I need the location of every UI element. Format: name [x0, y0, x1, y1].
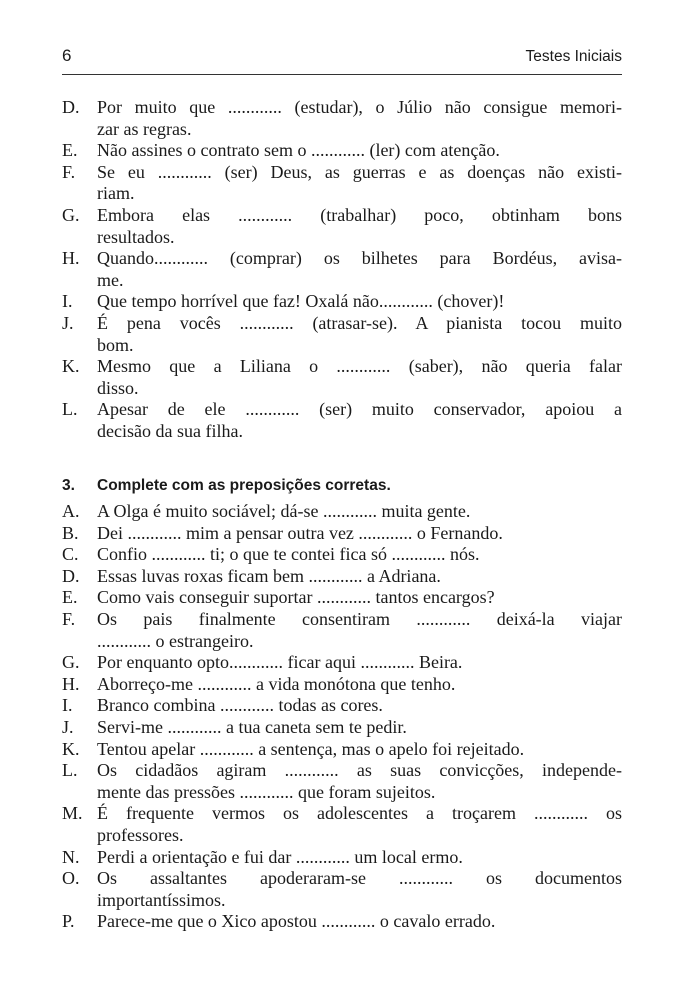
item-text — [97, 760, 622, 803]
item-line: Por muito que ............ (estudar), o Júlio não consigue memori- — [97, 97, 622, 117]
page-number: 6 — [62, 46, 72, 65]
item-line: mente das pressões ............ que foram sujeitos. — [97, 781, 436, 802]
exercise-item — [62, 566, 622, 588]
exercise-item — [62, 501, 622, 523]
item-line: Essas luvas roxas ficam bem ............ a Adriana. — [97, 565, 441, 586]
item-line: Que tempo horrível que faz! Oxalá não............ (chover)! — [97, 291, 505, 312]
item-line: Apesar de ele ............ (ser) muito conservador, apoiou a — [97, 399, 622, 420]
running-title: Testes Iniciais — [525, 48, 622, 65]
exercise-item — [62, 868, 622, 911]
item-letter: P. — [62, 911, 75, 932]
item-text — [97, 501, 622, 523]
item-text — [97, 911, 622, 933]
item-letter: J. — [62, 716, 74, 737]
exercise-item — [62, 609, 622, 652]
item-text — [97, 544, 622, 566]
item-line: Se eu ............ (ser) Deus, as guerras e as doenças não existi- — [97, 161, 622, 182]
item-line: É pena vocês ............ (atrasar-se). A pianista tocou muito — [97, 312, 622, 333]
exercise-item — [62, 587, 622, 609]
item-letter: B. — [62, 522, 79, 543]
item-text — [97, 717, 622, 739]
item-letter: H. — [62, 673, 80, 694]
item-letter: F. — [62, 608, 76, 629]
exercise-item — [62, 162, 622, 205]
item-text — [97, 162, 622, 205]
item-line: Por enquanto opto............ ficar aqui ............ Beira. — [97, 652, 463, 673]
item-letter: E. — [62, 140, 78, 161]
item-letter: E. — [62, 587, 78, 608]
item-line: Parece-me que o Xico apostou ............ o cavalo errado. — [97, 911, 496, 932]
item-text — [97, 523, 622, 545]
item-letter: I. — [62, 695, 73, 716]
item-text — [97, 97, 622, 140]
item-text — [97, 652, 622, 674]
item-text — [97, 399, 622, 442]
exercise-item — [62, 523, 622, 545]
exercise-item — [62, 911, 622, 933]
exercise-item — [62, 399, 622, 442]
item-letter: L. — [62, 399, 78, 420]
item-line: Tentou apelar ............ a sentença, mas o apelo foi rejeitado. — [97, 738, 525, 759]
item-text — [97, 868, 622, 911]
section-number: 3. — [62, 477, 75, 494]
exercise-item — [62, 140, 622, 162]
item-text — [97, 847, 622, 869]
item-letter: H. — [62, 248, 80, 269]
item-line: disso. — [97, 377, 139, 398]
item-letter: G. — [62, 652, 80, 673]
item-letter: A. — [62, 501, 80, 521]
item-line: Servi-me ............ a tua caneta sem te pedir. — [97, 716, 407, 737]
item-line: Não assines o contrato sem o ............ (ler) com atenção. — [97, 140, 500, 161]
item-line: zar as regras. — [97, 118, 192, 139]
item-line: Os assaltantes apoderaram-se ............ os documentos — [97, 868, 622, 889]
item-line: Aborreço-me ............ a vida monótona que tenho. — [97, 673, 456, 694]
exercise-item — [62, 313, 622, 356]
item-line: Embora elas ............ (trabalhar) poco, obtinham bons — [97, 204, 622, 225]
item-letter: C. — [62, 544, 79, 565]
item-line: Os cidadãos agiram ............ as suas convicções, independe- — [97, 760, 622, 781]
item-letter: M. — [62, 803, 83, 824]
item-line: Como vais conseguir suportar ............ tantos encargos? — [97, 587, 495, 608]
item-letter: F. — [62, 161, 76, 182]
item-text — [97, 313, 622, 356]
item-letter: J. — [62, 312, 74, 333]
item-line: professores. — [97, 824, 184, 845]
exercise-item — [62, 760, 622, 803]
item-text — [97, 291, 622, 313]
item-text — [97, 356, 622, 399]
item-letter: N. — [62, 846, 80, 867]
exercise-item — [62, 803, 622, 846]
item-line: riam. — [97, 183, 135, 204]
exercise-item — [62, 205, 622, 248]
page-header — [62, 44, 622, 75]
item-text — [97, 566, 622, 588]
item-text — [97, 587, 622, 609]
item-text — [97, 803, 622, 846]
item-line: Quando............ (comprar) os bilhetes para Bordéus, avisa- — [97, 248, 622, 269]
exercise-item — [62, 674, 622, 696]
exercise-item — [62, 356, 622, 399]
item-line: decisão da sua filha. — [97, 420, 243, 441]
item-line: Os pais finalmente consentiram ............ deixá-la viajar — [97, 608, 622, 629]
exercise-item — [62, 97, 622, 140]
item-letter: G. — [62, 204, 80, 225]
item-line: importantíssimos. — [97, 889, 226, 910]
item-letter: I. — [62, 291, 73, 312]
exercise-3-list — [62, 501, 622, 933]
item-line: A Olga é muito sociável; dá-se ............ muita gente. — [97, 501, 471, 521]
item-letter: O. — [62, 868, 80, 889]
exercise-item — [62, 695, 622, 717]
item-text — [97, 248, 622, 291]
item-line: Dei ............ mim a pensar outra vez ............ o Fernando. — [97, 522, 503, 543]
exercise-item — [62, 717, 622, 739]
item-line: resultados. — [97, 226, 175, 247]
item-letter: K. — [62, 738, 80, 759]
section-3-heading — [62, 477, 391, 495]
item-line: Perdi a orientação e fui dar ............ um local ermo. — [97, 846, 463, 867]
item-text — [97, 695, 622, 717]
item-line: Branco combina ............ todas as cores. — [97, 695, 383, 716]
exercise-item — [62, 739, 622, 761]
exercise-item — [62, 847, 622, 869]
item-letter: D. — [62, 565, 80, 586]
item-letter: D. — [62, 97, 80, 117]
exercise-item — [62, 248, 622, 291]
exercise-2-list — [62, 97, 622, 443]
item-line: É frequente vermos os adolescentes a troçarem ............ os — [97, 803, 622, 824]
item-line: bom. — [97, 334, 134, 355]
exercise-item — [62, 652, 622, 674]
exercise-item — [62, 291, 622, 313]
item-line: Confio ............ ti; o que te contei fica só ............ nós. — [97, 544, 480, 565]
item-line: me. — [97, 269, 124, 290]
exercise-item — [62, 544, 622, 566]
section-title: Complete com as preposições corretas. — [97, 477, 391, 494]
item-text — [97, 140, 622, 162]
item-text — [97, 205, 622, 248]
item-text — [97, 609, 622, 652]
item-letter: L. — [62, 760, 78, 781]
item-text — [97, 739, 622, 761]
item-line: Mesmo que a Liliana o ............ (saber), não queria falar — [97, 356, 622, 377]
item-line: ............ o estrangeiro. — [97, 630, 254, 651]
item-text — [97, 674, 622, 696]
item-letter: K. — [62, 356, 80, 377]
